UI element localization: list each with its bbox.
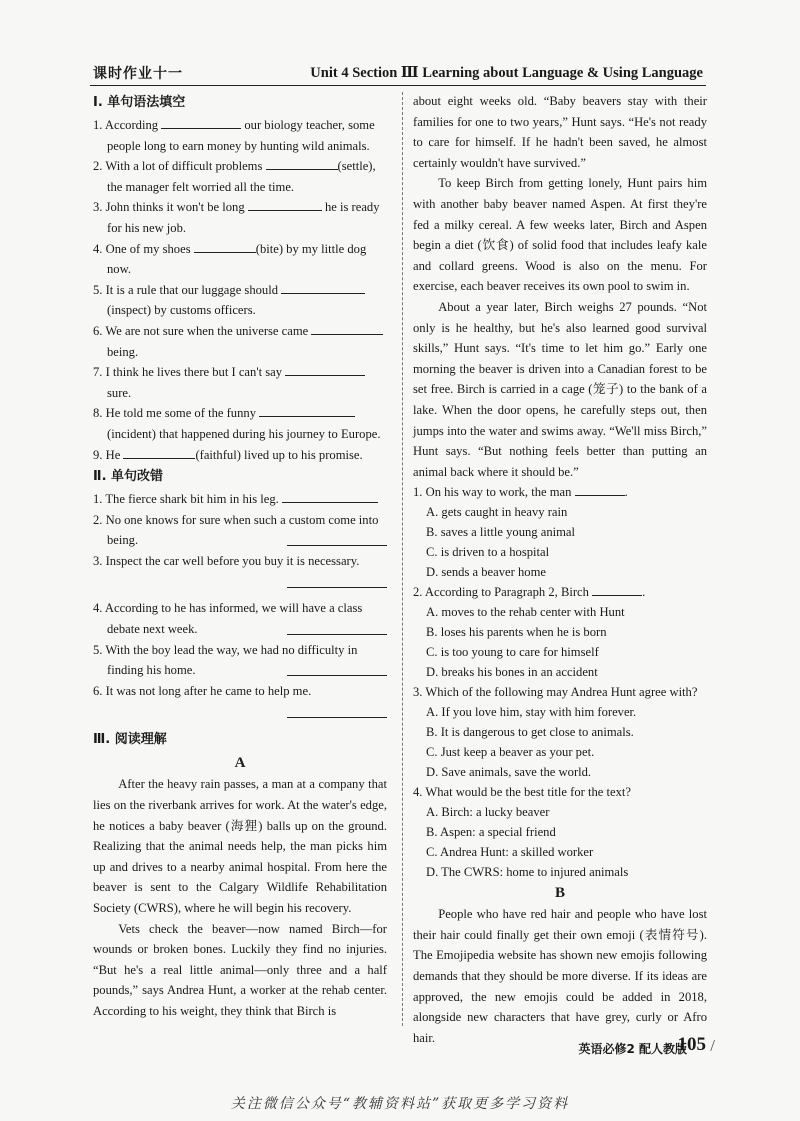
option[interactable]: D. The CWRS: home to injured animals [426, 865, 629, 880]
right-column [413, 91, 707, 1048]
question-2: 2. According to Paragraph 2, Birch . A. moves to the rehab center with Hunt B. loses his parents when he is born C. is too young to care for himself D. breaks his bones in an accident [413, 582, 707, 682]
answer-blank[interactable] [287, 571, 387, 588]
section-2-title: Ⅱ. 单句改错 [93, 469, 164, 485]
header-unit-title: Unit 4 Section Ⅲ Learning about Language & Using Language [310, 65, 703, 81]
correction-item-3: 3. Inspect the car well before you buy it is necessary. [93, 551, 387, 589]
option[interactable]: B. It is dangerous to get close to animals. [426, 725, 634, 740]
book-label: 英语必修2 配人教版 [578, 1042, 687, 1056]
passage-a-title: A [234, 755, 246, 772]
option[interactable]: D. breaks his bones in an accident [426, 665, 598, 680]
option[interactable]: C. Andrea Hunt: a skilled worker [426, 845, 594, 860]
answer-blank[interactable] [266, 157, 338, 170]
correction-item-6: 6. It was not long after he came to help me. [93, 681, 387, 719]
answer-blank[interactable] [248, 198, 322, 211]
page-number: 105 [677, 1034, 706, 1055]
grammar-item-4: 4. One of my shoes (bite) by my little dog now. [93, 241, 367, 277]
answer-blank[interactable] [123, 446, 195, 459]
answer-blank[interactable] [281, 281, 365, 294]
passage-b-paragraph-1: People who have red hair and people who have lost their hair could finally get their own emoji (表情符号). The Emojipedia website has shown new emojis following demands that they should be more diverse. If its ideas are approved, the new emojis could be added in 2018, alongside new characters that have grey, curly or Afro hair. [413, 907, 707, 1045]
answer-blank[interactable] [282, 490, 378, 503]
passage-a-paragraph-4: About a year later, Birch weighs 27 pounds. “Not only is he healthy, but he's also learned good survival skills,” Hunt says. “It's time to let him go.” Early one morning the beaver is driven into a Canadian forest to be set free. Birch is carried in a cage (笼子) to the bank of a lake. When the door opens, he carefully steps out, then jumps into the water and swims away. “We'll miss Birch,” Hunt says. “But nothing feels better than putting an animal back where it should be.” [413, 299, 707, 479]
correction-item-2: 2. No one knows for sure when such a custom come into being. [93, 510, 387, 551]
column-divider [402, 92, 403, 1026]
header-rule [90, 85, 706, 86]
page-slash: / [710, 1036, 715, 1055]
answer-blank[interactable] [592, 583, 642, 596]
answer-blank[interactable] [285, 363, 365, 376]
option[interactable]: A. moves to the rehab center with Hunt [426, 605, 625, 620]
grammar-item-1: 1. According our biology teacher, some people long to earn money by hunting wild animals. [93, 118, 375, 153]
option[interactable]: C. is driven to a hospital [426, 545, 550, 560]
answer-blank[interactable] [259, 404, 355, 417]
option[interactable]: B. loses his parents when he is born [426, 625, 607, 640]
passage-a-paragraph-2-cont: about eight weeks old. “Baby beavers stay with their families for one to two years,” Hunt says. “He's not ready to care for himself. If he hadn't been saved, he almost certainly wouldn't have survived.” [413, 94, 707, 170]
question-3: 3. Which of the following may Andrea Hunt agree with? A. If you love him, stay with him forever. B. It is dangerous to get close to animals. C. Just keep a beaver as your pet. D. Save animals, save the world. [413, 682, 707, 782]
header-lesson: 课时作业十一 [93, 66, 183, 82]
section-3-title: Ⅲ. 阅读理解 [93, 732, 167, 748]
answer-blank[interactable] [287, 533, 387, 546]
question-4: 4. What would be the best title for the text? A. Birch: a lucky beaver B. Aspen: a special friend C. Andrea Hunt: a skilled worker D. The CWRS: home to injured animals [413, 782, 707, 882]
grammar-item-9: 9. He (faithful) lived up to his promise. [93, 447, 363, 462]
grammar-item-3: 3. John thinks it won't be long he is ready for his new job. [93, 200, 380, 235]
passage-b-title: B [554, 885, 565, 902]
passage-a-paragraph-1: After the heavy rain passes, a man at a company that lies on the riverbank arrives for work. At the water's edge, he notices a baby beaver (海狸) balls up on the ground. Realizing that the animal needs help, the man picks him up and drives to a nearby animal hospital. From here the beaver is sent to the Calgary Wildlife Rehabilitation Society (CWRS), where he will begin his recovery. [93, 777, 387, 915]
answer-blank[interactable] [287, 701, 387, 718]
answer-blank[interactable] [161, 116, 241, 129]
handwritten-footnote: 关注微信公众号“教辅资料站”获取更多学习资料 [230, 1096, 570, 1112]
section-1-title: Ⅰ. 单句语法填空 [93, 95, 186, 110]
correction-item-5: 5. With the boy lead the way, we had no difficulty in finding his home. [93, 640, 387, 681]
grammar-item-7: 7. I think he lives there but I can't say sure. [93, 362, 387, 403]
option[interactable]: B. Aspen: a special friend [426, 825, 556, 840]
option[interactable]: D. sends a beaver home [426, 565, 546, 580]
option[interactable]: C. Just keep a beaver as your pet. [426, 745, 595, 760]
option[interactable]: A. If you love him, stay with him forever. [426, 705, 637, 720]
answer-blank[interactable] [287, 663, 387, 676]
left-column [93, 91, 387, 1022]
option[interactable]: A. Birch: a lucky beaver [426, 805, 550, 820]
question-1: 1. On his way to work, the man . A. gets caught in heavy rain B. saves a little young animal C. is driven to a hospital D. sends a beaver home [413, 482, 707, 582]
grammar-item-5: 5. It is a rule that our luggage should (inspect) by customs officers. [93, 280, 387, 321]
option[interactable]: B. saves a little young animal [426, 525, 575, 540]
passage-a-paragraph-3: To keep Birch from getting lonely, Hunt pairs him with another baby beaver named Aspen. At first they're fed a milky cereal. A few weeks later, Birch and Aspen begin a diet (饮食) of solid food that includes leafy kale and collard greens. Wood is also on the menu. For exercise, each beaver receives its own pool to swim in. [413, 176, 707, 294]
answer-blank[interactable] [311, 322, 383, 335]
answer-blank[interactable] [287, 622, 387, 635]
correction-item-1: 1. The fierce shark bit him in his leg. [93, 489, 387, 510]
answer-blank[interactable] [575, 483, 625, 496]
grammar-item-2: 2. With a lot of difficult problems (settle), the manager felt worried all the time. [93, 159, 376, 194]
answer-blank[interactable] [194, 240, 256, 253]
option[interactable]: A. gets caught in heavy rain [426, 505, 568, 520]
option[interactable]: D. Save animals, save the world. [426, 765, 592, 780]
option[interactable]: C. is too young to care for himself [426, 645, 599, 660]
passage-a-paragraph-2: Vets check the beaver—now named Birch—for wounds or broken bones. Luckily they find no injuries. “But he's a real little animal—only three and a half pounds,” says Andrea Hunt, a worker at the rehab center. According to his weight, they think that Birch is [93, 921, 387, 1018]
grammar-item-8: 8. He told me some of the funny (incident) that happened during his journey to Europe. [93, 406, 381, 441]
correction-item-4: 4. According to he has informed, we will have a class debate next week. [93, 598, 387, 639]
grammar-item-6: 6. We are not sure when the universe came being. [93, 321, 387, 362]
